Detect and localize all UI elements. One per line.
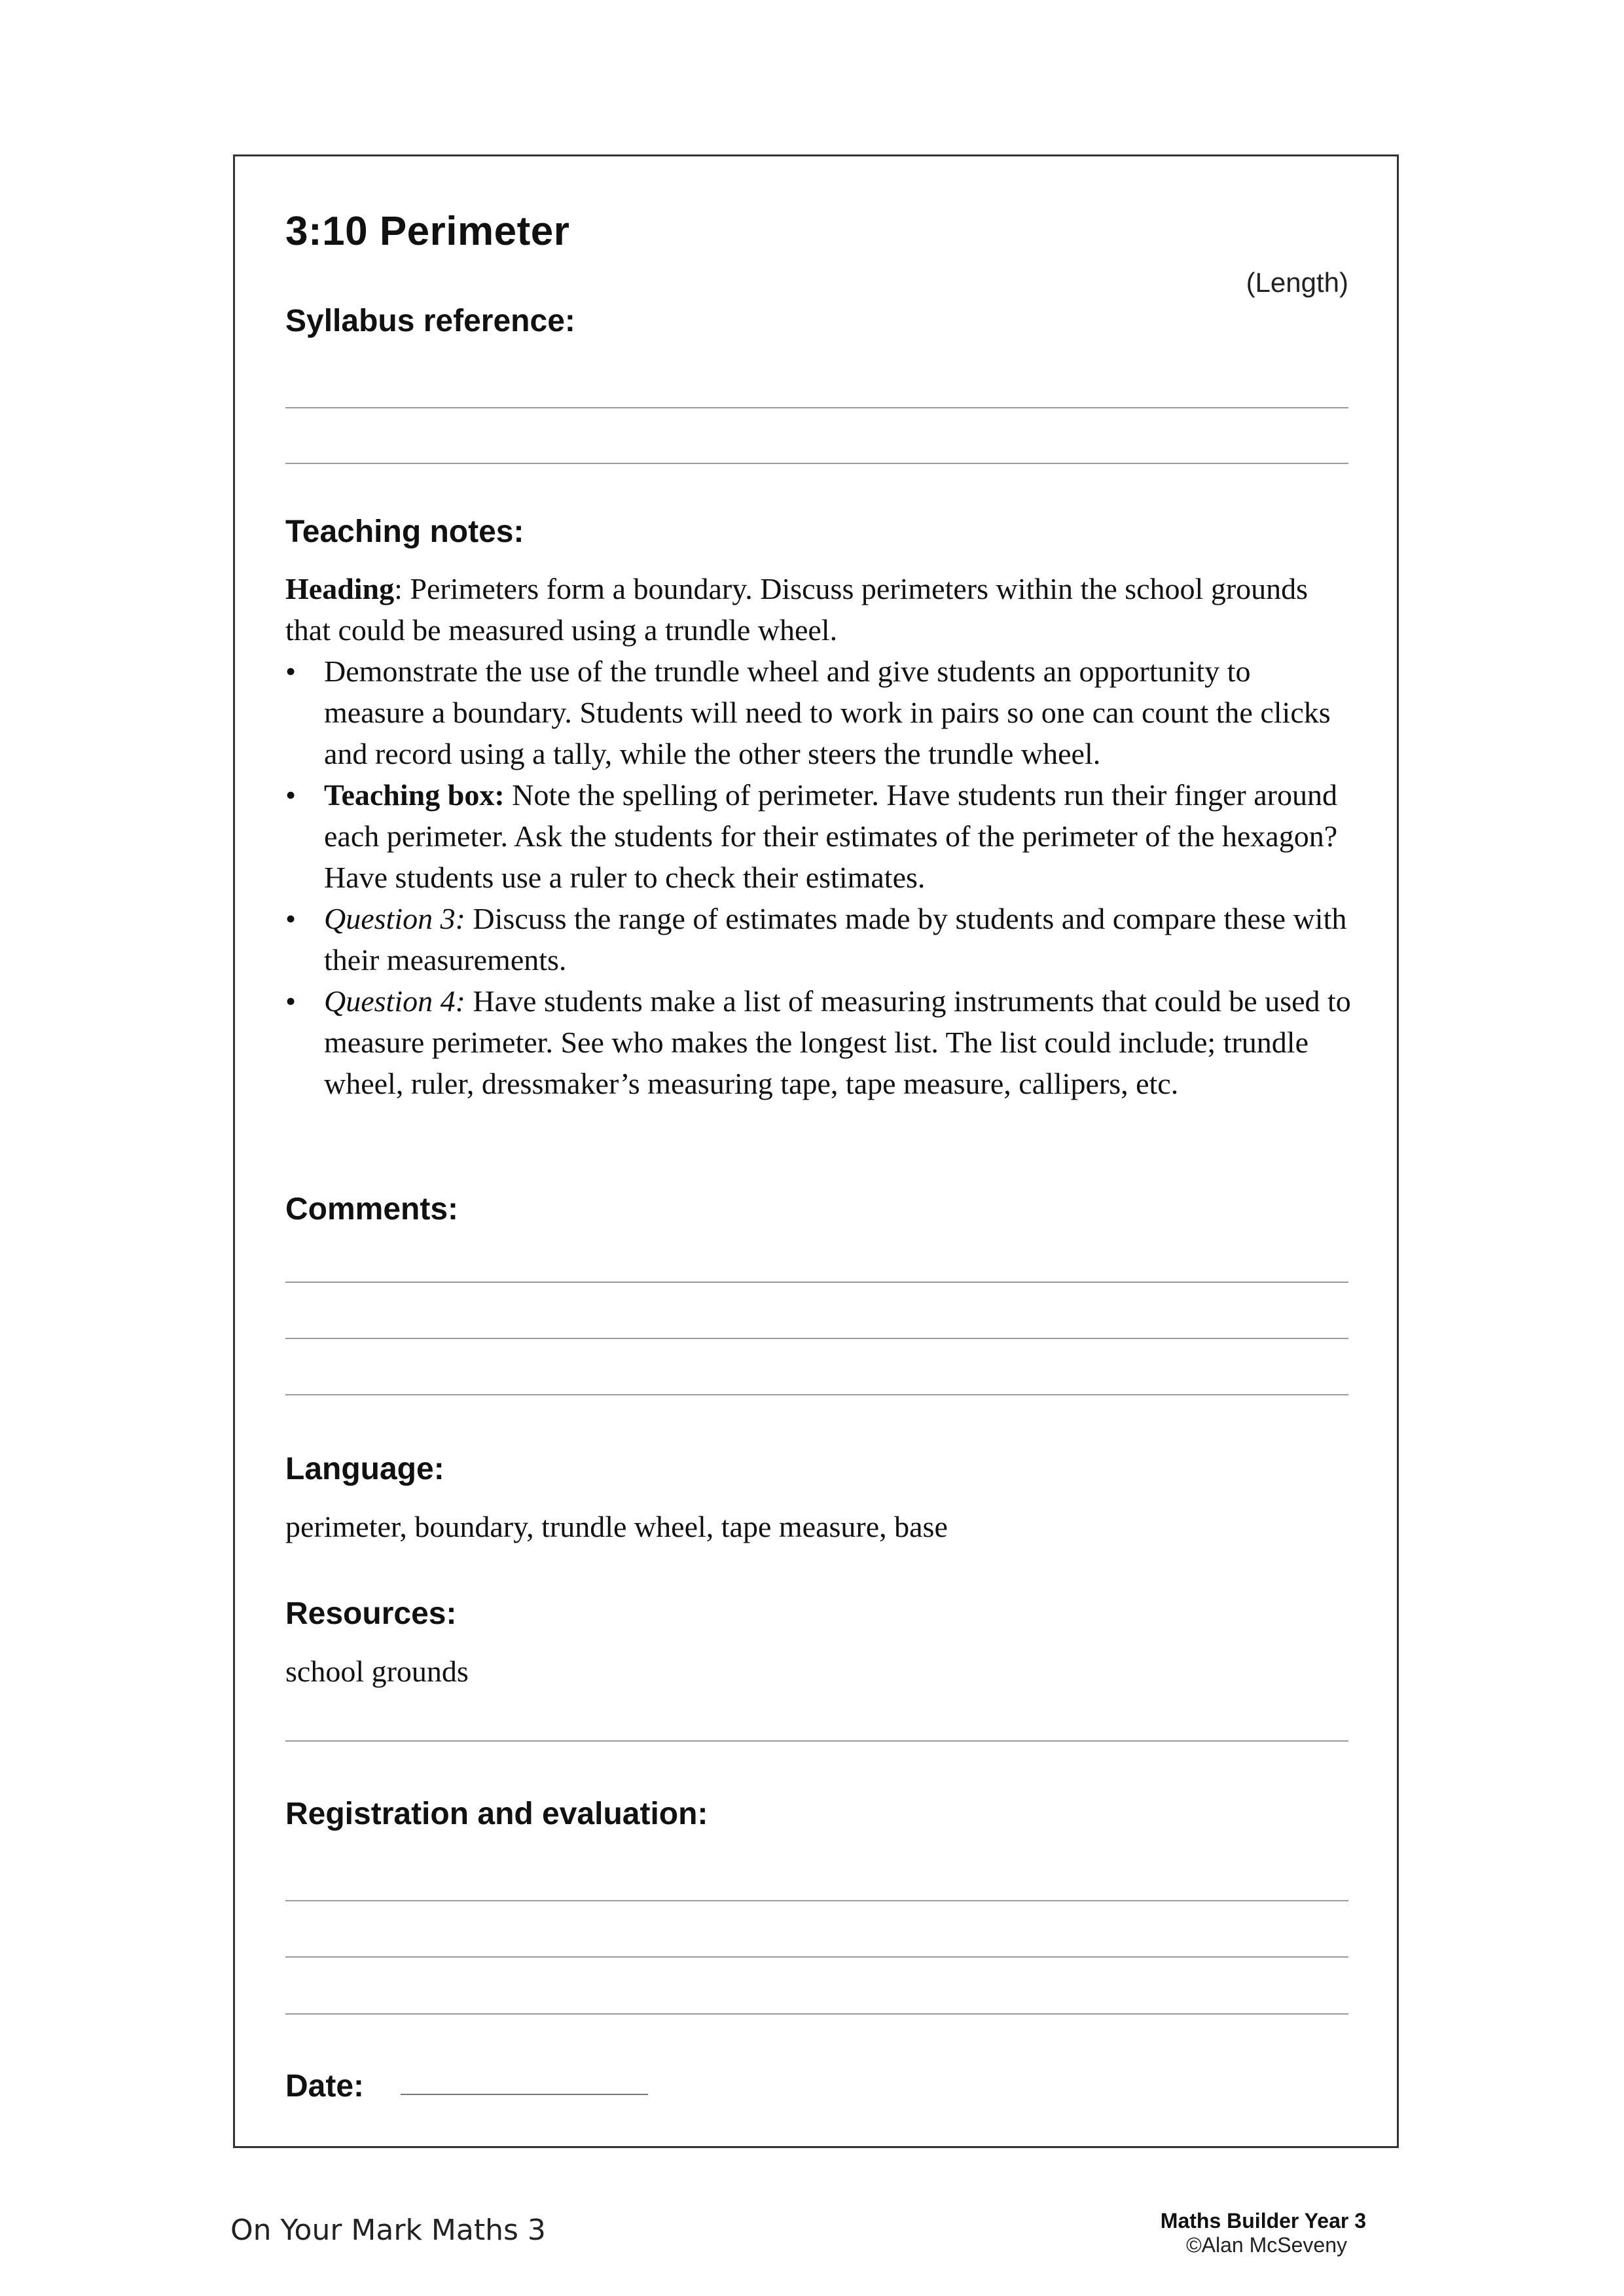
bullet-text: Note the spelling of perimeter. Have students run their finger around each perimeter. Ask the students for their estimates of the perimeter of the hexagon? Have students use a ruler to check their estimates.: [324, 778, 1338, 894]
registration-heading: Registration and evaluation:: [285, 1797, 708, 1831]
bullet-icon: •: [285, 984, 297, 1018]
bullet-icon: •: [285, 902, 297, 935]
bullet-text: Discuss the range of estimates made by students and compare these with their measurements.: [324, 902, 1347, 977]
bullet-text: Have students make a list of measuring instruments that could be used to measure perimeter. See who makes the longest list. The list could include; trundle wheel, ruler, dressmaker’s measuring tape, tape measure, callipers, etc.: [324, 984, 1351, 1100]
page-frame: [233, 154, 1399, 2148]
language-text: perimeter, boundary, trundle wheel, tape measure, base: [285, 1510, 948, 1543]
intro-bold: Heading: [285, 572, 395, 605]
list-item: [285, 774, 1352, 898]
comments-line-3[interactable]: [285, 1394, 1348, 1395]
list-item: [285, 980, 1352, 1104]
teaching-notes-body: [285, 568, 1352, 1104]
comments-line-2[interactable]: [285, 1338, 1348, 1339]
language-heading: Language:: [285, 1452, 444, 1486]
teaching-notes-heading: Teaching notes:: [285, 514, 524, 549]
strand-label: (Length): [1246, 267, 1348, 298]
footer-book-title: Maths Builder Year 3: [1160, 2209, 1366, 2233]
teaching-notes-list: [285, 651, 1352, 1104]
registration-line-3[interactable]: [285, 2013, 1348, 2015]
registration-line-1[interactable]: [285, 1900, 1348, 1901]
date-field[interactable]: [401, 2094, 648, 2095]
bullet-text: Demonstrate the use of the trundle wheel and give students an opportunity to measure a boundary. Students will need to work in pairs so one can count the clicks and record using a tally, while the other steers the trundle wheel.: [324, 655, 1331, 770]
bullet-italic: Question 3:: [324, 902, 465, 935]
syllabus-line-1[interactable]: [285, 407, 1348, 408]
page-title: 3:10 Perimeter: [285, 209, 570, 254]
bullet-icon: •: [285, 655, 297, 688]
resources-heading: Resources:: [285, 1596, 457, 1631]
bullet-italic: Question 4:: [324, 984, 465, 1018]
date-label: Date:: [285, 2069, 365, 2104]
syllabus-heading: Syllabus reference:: [285, 304, 575, 338]
intro-text: : Perimeters form a boundary. Discuss perimeters within the school grounds that could be measured using a trundle wheel.: [285, 572, 1308, 647]
comments-line-1[interactable]: [285, 1282, 1348, 1283]
bullet-bold: Teaching box:: [324, 778, 505, 812]
bullet-icon: •: [285, 778, 297, 812]
registration-line-2[interactable]: [285, 1956, 1348, 1958]
comments-heading: Comments:: [285, 1192, 459, 1227]
list-item: [285, 898, 1352, 980]
syllabus-line-2[interactable]: [285, 463, 1348, 464]
footer-copyright: ©Alan McSeveny: [1186, 2233, 1347, 2257]
footer-series: On Your Mark Maths 3: [230, 2214, 546, 2247]
resources-text: school grounds: [285, 1655, 469, 1688]
teaching-notes-intro: [285, 568, 1352, 651]
list-item: [285, 651, 1352, 774]
resources-line[interactable]: [285, 1740, 1348, 1742]
